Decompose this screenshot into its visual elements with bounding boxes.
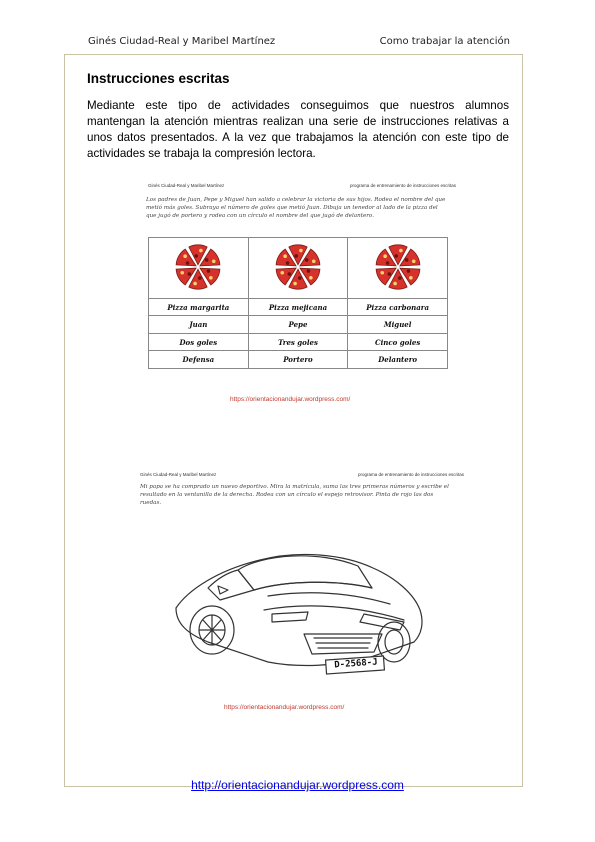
pizza-icon bbox=[374, 243, 422, 291]
worksheet-header-right: programa de entrenamiento de instrucciones escritas bbox=[349, 183, 456, 188]
header-doc-title: Como trabajar la atención bbox=[379, 36, 510, 47]
worksheet-url: https://orientacionandujar.wordpress.com/ bbox=[230, 396, 351, 403]
worksheet-pizza-image bbox=[138, 183, 456, 408]
car-icon bbox=[168, 530, 430, 684]
pizza-name: Pizza margarita bbox=[149, 298, 249, 316]
license-plate: D-2568-J bbox=[334, 657, 378, 671]
position-cell: Defensa bbox=[149, 351, 249, 369]
position-cell: Delantero bbox=[348, 351, 448, 369]
goals-cell: Cinco goles bbox=[348, 333, 448, 351]
worksheet-instructions: Mi papa se ha comprado un nuevo deportivo. Mira la matrícula, suma las tres primeras números y escribe el resultado en la ventanilla de la derecha. Rodea con un círculo el espejo retrovisor. Pinta de rojo las dos ruedas. bbox=[140, 484, 449, 506]
player-name: Pepe bbox=[248, 316, 348, 334]
pizza-cell bbox=[348, 238, 448, 299]
position-cell: Portero bbox=[248, 351, 348, 369]
worksheet-instructions: Los padres de Juan, Pepe y Miguel han salido a celebrar la victoria de sus hijos. Rodea el nombre del que metió más goles. Subraya el número de goles que metió Juan. Dibuja un tenedor al lado de la pizza del que jugó de portero y rodea con un círculo el nombre del que jugó de delantero. bbox=[146, 197, 446, 219]
footer-link[interactable]: http://orientacionandujar.wordpress.com bbox=[191, 778, 404, 792]
intro-paragraph: Mediante este tipo de actividades conseguimos que nuestros alumnos mantengan la atención mientras realizan una serie de instrucciones relativas a unos datos presentados. A la vez que trabajamos la atención con este tipo de actividades se trabaja la compresión lectora. bbox=[87, 99, 509, 160]
goals-cell: Tres goles bbox=[248, 333, 348, 351]
section-title: Instrucciones escritas bbox=[87, 71, 230, 86]
worksheet-url: https://orientacionandujar.wordpress.com/ bbox=[224, 704, 345, 711]
pizza-table bbox=[148, 237, 448, 369]
goals-cell: Dos goles bbox=[149, 333, 249, 351]
pizza-cell bbox=[149, 238, 249, 299]
worksheet-header-right: programa de entrenamiento de instrucciones escritas bbox=[357, 472, 464, 477]
player-name: Juan bbox=[149, 316, 249, 334]
pizza-icon bbox=[174, 243, 222, 291]
pizza-cell bbox=[248, 238, 348, 299]
pizza-name: Pizza mejicana bbox=[248, 298, 348, 316]
sports-car-drawing bbox=[168, 530, 430, 684]
worksheet-header-left: Ginés Ciudad-Real y Maribel Martínez bbox=[148, 183, 225, 188]
header-authors: Ginés Ciudad-Real y Maribel Martínez bbox=[88, 36, 276, 47]
player-name: Miguel bbox=[348, 316, 448, 334]
pizza-icon bbox=[274, 243, 322, 291]
worksheet-car-image bbox=[128, 472, 466, 717]
worksheet-header-left: Ginés Ciudad-Real y Maribel Martínez bbox=[140, 472, 217, 477]
pizza-name: Pizza carbonara bbox=[348, 298, 448, 316]
